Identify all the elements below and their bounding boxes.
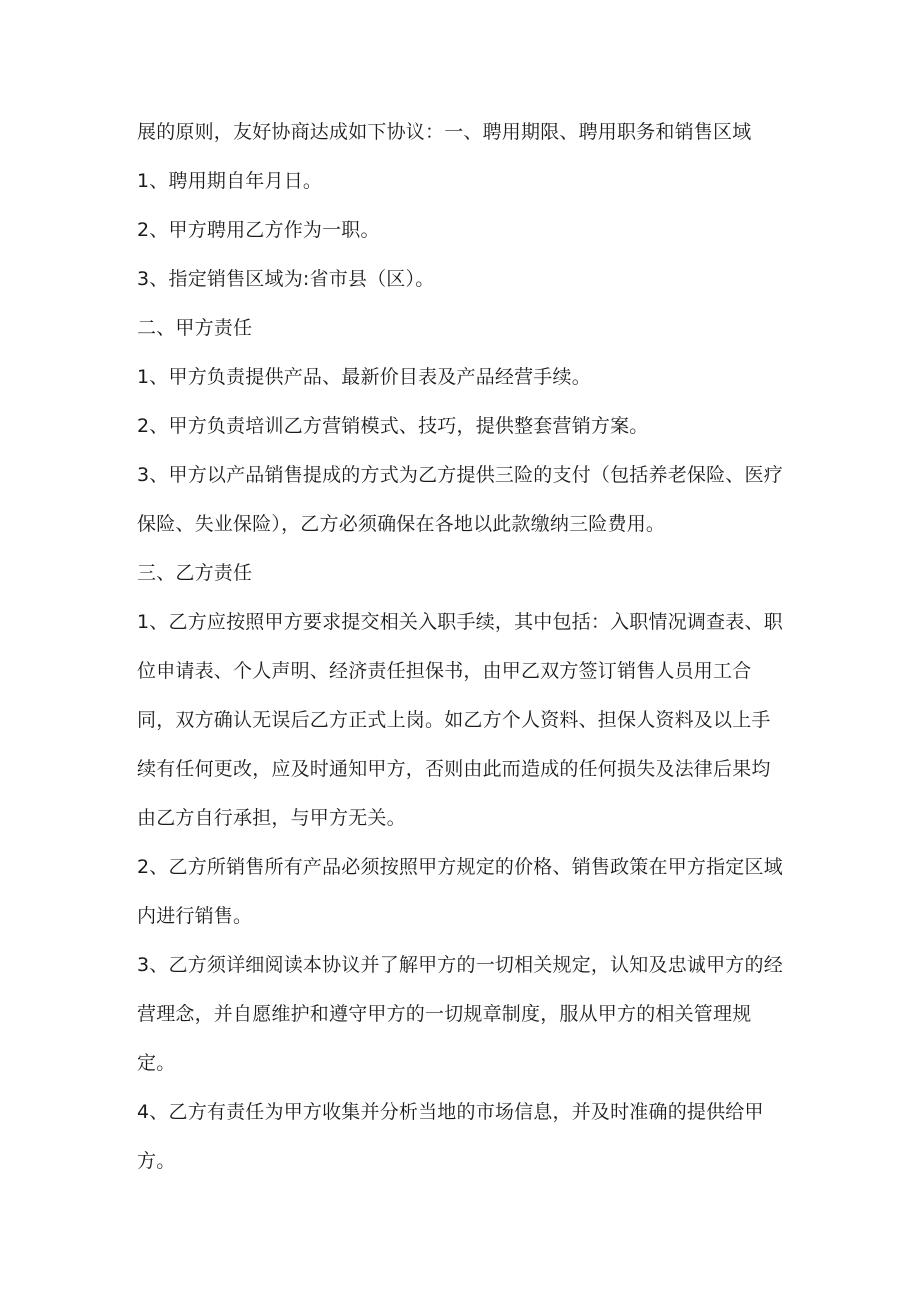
clause-1-3-region: 3、指定销售区域为:省市县（区）。 (137, 268, 435, 290)
clause-2-1-products: 1、甲方负责提供产品、最新价目表及产品经营手续。 (137, 366, 591, 388)
paragraph-intro: 展的原则，友好协商达成如下协议：一、聘用期限、聘用职务和销售区域 (137, 121, 752, 143)
section-heading-party-a: 二、甲方责任 (137, 317, 253, 339)
document-body (137, 108, 787, 1186)
clause-3-2-pricing: 2、乙方所销售所有产品必须按照甲方规定的价格、销售政策在甲方指定区域内进行销售。 (137, 856, 783, 927)
clause-3-3-regulations: 3、乙方须详细阅读本协议并了解甲方的一切相关规定，认知及忠诚甲方的经营理念，并自愿维护和遵守甲方的一切规章制度，服从甲方的相关管理规定。 (137, 954, 783, 1074)
clause-1-2-position: 2、甲方聘用乙方作为一职。 (137, 219, 380, 241)
clause-3-1-onboarding: 1、乙方应按照甲方要求提交相关入职手续，其中包括：入职情况调查表、职位申请表、个人声明、经济责任担保书，由甲乙双方签订销售人员用工合同，双方确认无误后乙方正式上岗。如乙方个人资料、担保人资料及以上手续有任何更改，应及时通知甲方，否则由此而造成的任何损失及法律后果均由乙方自行承担，与甲方无关。 (137, 611, 783, 829)
clause-1-1-term: 1、聘用期自年月日。 (137, 170, 323, 192)
clause-2-2-training: 2、甲方负责培训乙方营销模式、技巧，提供整套营销方案。 (137, 415, 649, 437)
clause-2-3-insurance: 3、甲方以产品销售提成的方式为乙方提供三险的支付（包括养老保险、医疗保险、失业保险），乙方必须确保在各地以此款缴纳三险费用。 (137, 464, 783, 535)
section-heading-party-b: 三、乙方责任 (137, 562, 253, 584)
clause-3-4-market-info: 4、乙方有责任为甲方收集并分析当地的市场信息，并及时准确的提供给甲方。 (137, 1101, 764, 1172)
